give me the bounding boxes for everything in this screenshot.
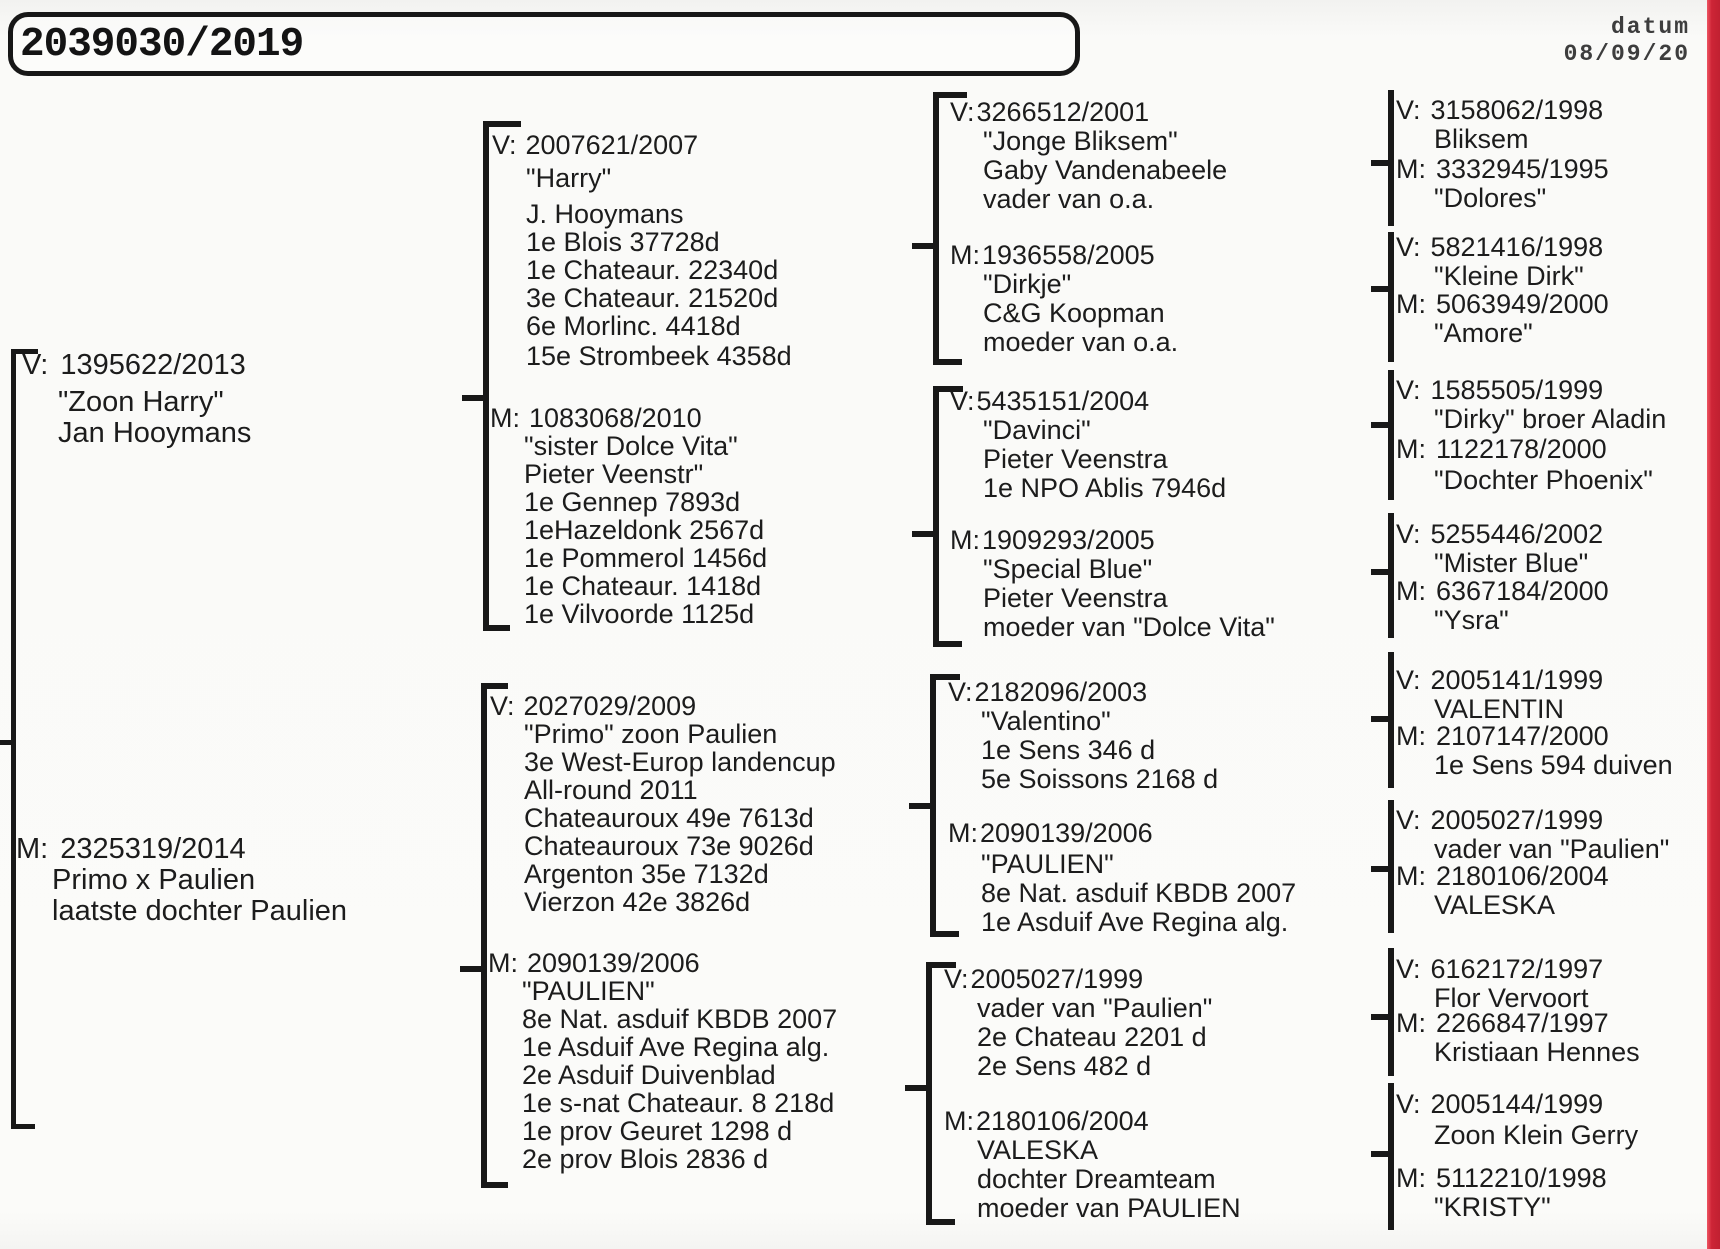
ring-number: 2090139/2006 <box>980 818 1153 848</box>
entry-line: vader van "Paulien" <box>977 993 1213 1023</box>
entry-head <box>950 98 1227 127</box>
entry-gen2-dam-sire <box>490 692 836 916</box>
sex-label: V: <box>1396 1089 1421 1119</box>
entry-line: moeder van PAULIEN <box>977 1193 1241 1223</box>
sex-label: M: <box>1396 1008 1426 1038</box>
entry-gen4-16 <box>1396 1164 1607 1222</box>
sex-label: M: <box>948 818 978 848</box>
ring-number: 2005027/1999 <box>1430 805 1604 835</box>
entry-line: 5e Soissons 2168 d <box>981 764 1219 794</box>
entry-line: vader van "Paulien" <box>1434 834 1670 864</box>
entry-gen4-12 <box>1396 862 1609 920</box>
entry-line: All-round 2011 <box>524 775 698 805</box>
entry-head <box>944 1107 1241 1136</box>
entry-line: 1e Pommerol 1456d <box>524 543 768 573</box>
entry-gen4-6 <box>1396 435 1653 495</box>
entry-head <box>948 819 1296 848</box>
entry-line: 1e Sens 594 duiven <box>1434 750 1673 780</box>
entry-gen1-dam <box>16 834 347 927</box>
bracket-gen4-5-tick <box>1371 716 1388 722</box>
entry-gen3-3-sire <box>948 678 1218 794</box>
ring-number: 5112210/1998 <box>1436 1163 1607 1193</box>
entry-line: "PAULIEN" <box>522 976 655 1006</box>
entry-line: Zoon Klein Gerry <box>1434 1120 1639 1150</box>
entry-head <box>1396 722 1673 751</box>
entry-head <box>488 949 837 977</box>
entry-line: "PAULIEN" <box>981 849 1114 879</box>
entry-gen4-15 <box>1396 1090 1638 1150</box>
entry-line: Pieter Veenstr" <box>524 459 704 489</box>
entry-line: 1e Chateaur. 22340d <box>526 255 779 285</box>
ring-number: 2005144/1999 <box>1430 1089 1604 1119</box>
entry-head <box>1396 290 1609 319</box>
ring-number: 1936558/2005 <box>982 240 1155 270</box>
entry-head <box>1396 435 1653 464</box>
sex-label: V: <box>1396 375 1421 405</box>
entry-line: moeder van "Dolce Vita" <box>983 612 1275 642</box>
bracket-gen4-4-tick <box>1371 569 1388 575</box>
bracket-gen4-3-tick <box>1371 422 1388 428</box>
entry-gen4-9 <box>1396 666 1603 724</box>
entry-line: "Dirky" broer Aladin <box>1434 404 1667 434</box>
datum-block <box>1564 14 1690 68</box>
entry-gen4-2 <box>1396 155 1609 213</box>
bracket-gen4-6-vertical <box>1388 800 1394 933</box>
entry-line: 15e Strombeek 4358d <box>526 341 792 371</box>
bracket-gen4-4-vertical <box>1388 513 1394 638</box>
entry-line: 1e Gennep 7893d <box>524 487 741 517</box>
sex-label: V: <box>950 97 975 127</box>
ring-number: 2266847/1997 <box>1436 1008 1609 1038</box>
ring-number: 5063949/2000 <box>1436 289 1609 319</box>
bracket-gen4-3-vertical <box>1388 370 1394 500</box>
entry-line: 2e prov Blois 2836 d <box>522 1144 769 1174</box>
sex-label: V: <box>1396 519 1421 549</box>
entry-line: VALESKA <box>977 1135 1099 1165</box>
entry-line: "Dolores" <box>1434 183 1547 213</box>
entry-line: "Dirkje" <box>983 269 1072 299</box>
sex-label: V: <box>1396 805 1421 835</box>
entry-line: 2e Chateau 2201 d <box>977 1022 1207 1052</box>
entry-line: 1eHazeldonk 2567d <box>524 515 765 545</box>
entry-line: Chateauroux 73e 9026d <box>524 831 814 861</box>
ring-number: 2107147/2000 <box>1436 721 1609 751</box>
entry-line: "Amore" <box>1434 318 1533 348</box>
entry-head <box>950 526 1275 555</box>
entry-head <box>16 834 347 865</box>
bracket-gen4-2-tick <box>1371 286 1388 292</box>
entry-line: Primo x Paulien <box>52 864 256 896</box>
bracket-gen1-vertical <box>11 349 16 1129</box>
entry-gen2-dam-dam <box>488 949 837 1173</box>
entry-line: Chateauroux 49e 7613d <box>524 803 814 833</box>
entry-gen4-11 <box>1396 806 1669 864</box>
entry-head <box>948 678 1218 707</box>
sex-label: M: <box>1396 434 1426 464</box>
sex-label: M: <box>950 240 980 270</box>
entry-head <box>1396 955 1603 984</box>
entry-line: "Jonge Bliksem" <box>983 126 1178 156</box>
entry-line: Gaby Vandenabeele <box>983 155 1228 185</box>
entry-gen4-4 <box>1396 290 1609 348</box>
ring-number: 1395622/2013 <box>60 349 246 381</box>
sex-label: V: <box>490 691 515 721</box>
entry-line: "Davinci" <box>983 415 1091 445</box>
sex-label: M: <box>488 948 518 978</box>
ring-number: 2180106/2004 <box>1436 861 1609 891</box>
ring-number: 2180106/2004 <box>976 1106 1149 1136</box>
bracket-gen1-tick <box>0 740 13 745</box>
bracket-gen2b-top-arm <box>481 683 508 689</box>
bracket-gen2b-tick <box>460 966 481 972</box>
entry-head <box>492 131 792 159</box>
ring-number: 1083068/2010 <box>529 403 702 433</box>
entry-line: "Special Blue" <box>983 554 1153 584</box>
ring-number: 5255446/2002 <box>1430 519 1604 549</box>
entry-line: "Kleine Dirk" <box>1434 261 1584 291</box>
bracket-gen4-7-vertical <box>1388 948 1394 1076</box>
bracket-gen4-1-tick <box>1371 160 1388 166</box>
entry-gen3-4-sire <box>944 965 1212 1081</box>
bracket-gen4-1-vertical <box>1388 90 1394 226</box>
sex-label: V: <box>1396 232 1421 262</box>
entry-line: 2e Asduif Duivenblad <box>522 1060 776 1090</box>
entry-gen4-3 <box>1396 233 1603 291</box>
entry-line: "sister Dolce Vita" <box>524 431 738 461</box>
ring-number: 1122178/2000 <box>1436 434 1607 464</box>
entry-gen3-2-dam <box>950 526 1275 642</box>
sex-label: M: <box>1396 861 1426 891</box>
sex-label: M: <box>1396 721 1426 751</box>
entry-line: Flor Vervoort <box>1434 983 1589 1013</box>
bracket-gen2b-vertical <box>481 683 487 1188</box>
entry-line: "Mister Blue" <box>1434 548 1589 578</box>
ring-number: 3332945/1995 <box>1436 154 1609 184</box>
sex-label: V: <box>944 964 969 994</box>
sex-label: M: <box>490 403 520 433</box>
entry-line: 1e Asduif Ave Regina alg. <box>522 1032 830 1062</box>
datum-value: 08/09/20 <box>1563 41 1690 67</box>
entry-line: Argenton 35e 7132d <box>524 859 769 889</box>
entry-head <box>1396 376 1666 405</box>
ring-number: 5435151/2004 <box>976 386 1150 416</box>
entry-gen4-10 <box>1396 722 1673 780</box>
ring-number: 2182096/2003 <box>974 677 1148 707</box>
entry-gen4-14 <box>1396 1009 1640 1067</box>
bracket-gen4-5-vertical <box>1388 652 1394 788</box>
entry-head <box>1396 1164 1607 1193</box>
entry-line: C&G Koopman <box>983 298 1165 328</box>
sex-label: M: <box>16 833 49 865</box>
ring-number: 1909293/2005 <box>982 525 1155 555</box>
entry-line: laatste dochter Paulien <box>52 895 348 927</box>
entry-line: "Zoon Harry" <box>58 386 224 418</box>
entry-gen4-8 <box>1396 577 1609 635</box>
entry-line: 3e Chateaur. 21520d <box>526 283 779 313</box>
entry-gen4-7 <box>1396 520 1603 578</box>
entry-line: "Harry" <box>526 163 612 193</box>
entry-line: 1e NPO Ablis 7946d <box>983 473 1227 503</box>
ring-number: 1585505/1999 <box>1430 375 1604 405</box>
entry-line: "Valentino" <box>981 706 1111 736</box>
bracket-gen4-7-tick <box>1371 1014 1388 1020</box>
sex-label: M: <box>1396 289 1426 319</box>
entry-gen3-3-dam <box>948 819 1296 937</box>
sex-label: V: <box>950 386 975 416</box>
entry-head <box>1396 96 1603 125</box>
bracket-gen3-1-bottom-arm <box>933 359 962 365</box>
entry-line: Bliksem <box>1434 124 1529 154</box>
entry-line: VALESKA <box>1434 890 1556 920</box>
ring-number: 2090139/2006 <box>527 948 700 978</box>
ring-number: 6162172/1997 <box>1430 954 1604 984</box>
ring-number: 2005141/1999 <box>1430 665 1604 695</box>
entry-line: Pieter Veenstra <box>983 444 1168 474</box>
entry-line: Vierzon 42e 3826d <box>524 887 751 917</box>
entry-line: "Ysra" <box>1434 605 1509 635</box>
ring-number: 6367184/2000 <box>1436 576 1609 606</box>
bracket-gen1-bottom-arm <box>11 1124 35 1129</box>
entry-line: 8e Nat. asduif KBDB 2007 <box>522 1004 838 1034</box>
entry-line: dochter Dreamteam <box>977 1164 1216 1194</box>
entry-line: vader van o.a. <box>983 184 1155 214</box>
entry-head <box>1396 233 1603 262</box>
entry-head <box>1396 1009 1640 1038</box>
entry-line: "KRISTY" <box>1434 1192 1551 1222</box>
entry-head <box>1396 520 1603 549</box>
entry-line: VALENTIN <box>1434 694 1565 724</box>
entry-line: "Dochter Phoenix" <box>1434 465 1653 495</box>
entry-gen4-5 <box>1396 376 1666 434</box>
bracket-gen4-2-vertical <box>1388 232 1394 362</box>
entry-head <box>1396 1090 1638 1119</box>
sex-label: M: <box>1396 1163 1426 1193</box>
entry-line: 1e s-nat Chateaur. 8 218d <box>522 1088 835 1118</box>
entry-head <box>950 387 1226 416</box>
bracket-gen3-1-vertical <box>933 92 939 365</box>
bracket-gen2b-bottom-arm <box>481 1182 508 1188</box>
bracket-gen3-3-vertical <box>930 674 936 937</box>
sex-label: M: <box>1396 154 1426 184</box>
entry-line: 6e Morlinc. 4418d <box>526 311 741 341</box>
entry-line: 1e Blois 37728d <box>526 227 720 257</box>
bracket-gen3-1-tick <box>912 243 933 249</box>
bracket-gen3-4-tick <box>905 1085 926 1091</box>
entry-line: "Primo" zoon Paulien <box>524 719 778 749</box>
entry-head <box>22 350 251 381</box>
ring-number: 3266512/2001 <box>976 97 1150 127</box>
entry-head <box>950 241 1178 270</box>
ring-number: 2005027/1999 <box>970 964 1144 994</box>
bracket-gen3-3-tick <box>909 803 930 809</box>
entry-gen3-4-dam <box>944 1107 1241 1223</box>
sex-label: V: <box>1396 665 1421 695</box>
entry-head <box>490 692 836 720</box>
entry-line: moeder van o.a. <box>983 327 1179 357</box>
scan-edge-strip <box>1707 0 1720 1249</box>
bracket-gen4-8-tick <box>1371 1151 1388 1157</box>
bracket-gen3-2-tick <box>912 531 933 537</box>
entry-head <box>1396 155 1609 184</box>
entry-head <box>490 404 767 432</box>
entry-gen1-sire <box>22 350 251 449</box>
entry-gen3-1-sire <box>950 98 1227 214</box>
sex-label: V: <box>1396 95 1421 125</box>
sex-label: V: <box>1396 954 1421 984</box>
bracket-gen3-4-vertical <box>926 962 932 1225</box>
entry-gen3-1-dam <box>950 241 1178 357</box>
entry-gen2-sire-dam <box>490 404 767 628</box>
entry-line: 1e Asduif Ave Regina alg. <box>981 907 1289 937</box>
sex-label: V: <box>948 677 973 707</box>
entry-head <box>944 965 1212 994</box>
ring-number: 2325319/2014 <box>60 833 246 865</box>
ring-number: 3158062/1998 <box>1430 95 1604 125</box>
sex-label: V: <box>22 349 49 381</box>
entry-line: 1e prov Geuret 1298 d <box>522 1116 793 1146</box>
bracket-gen4-6-tick <box>1371 866 1388 872</box>
entry-line: 1e Chateaur. 1418d <box>524 571 762 601</box>
entry-line: Jan Hooymans <box>58 417 252 449</box>
entry-line: Pieter Veenstra <box>983 583 1168 613</box>
entry-gen3-2-sire <box>950 387 1226 503</box>
bracket-gen2a-tick <box>462 395 483 401</box>
entry-gen4-1 <box>1396 96 1603 154</box>
sex-label: V: <box>492 130 517 160</box>
entry-head <box>1396 862 1609 891</box>
sex-label: M: <box>944 1106 974 1136</box>
entry-line: J. Hooymans <box>526 199 684 229</box>
sex-label: M: <box>950 525 980 555</box>
sex-label: M: <box>1396 576 1426 606</box>
entry-gen2-sire-sire <box>492 131 792 370</box>
entry-head <box>1396 806 1669 835</box>
entry-head <box>1396 666 1603 695</box>
ring-number: 5821416/1998 <box>1430 232 1604 262</box>
entry-gen4-13 <box>1396 955 1603 1013</box>
bracket-gen2a-vertical <box>483 121 489 631</box>
entry-line: 3e West-Europ landencup <box>524 747 836 777</box>
ring-number: 2007621/2007 <box>525 130 699 160</box>
entry-line: 2e Sens 482 d <box>977 1051 1152 1081</box>
ring-number: 2027029/2009 <box>523 691 697 721</box>
entry-line: 1e Sens 346 d <box>981 735 1156 765</box>
bracket-gen4-8-vertical <box>1388 1083 1394 1230</box>
entry-line: 8e Nat. asduif KBDB 2007 <box>981 878 1297 908</box>
bracket-gen2a-top-arm <box>483 121 521 127</box>
entry-line: Kristiaan Hennes <box>1434 1037 1640 1067</box>
bracket-gen3-2-vertical <box>933 386 939 647</box>
entry-head <box>1396 577 1609 606</box>
datum-label: datum <box>1610 14 1690 40</box>
entry-line: 1e Vilvoorde 1125d <box>524 599 755 629</box>
ring-number-text: 2039030/2019 <box>20 22 304 68</box>
